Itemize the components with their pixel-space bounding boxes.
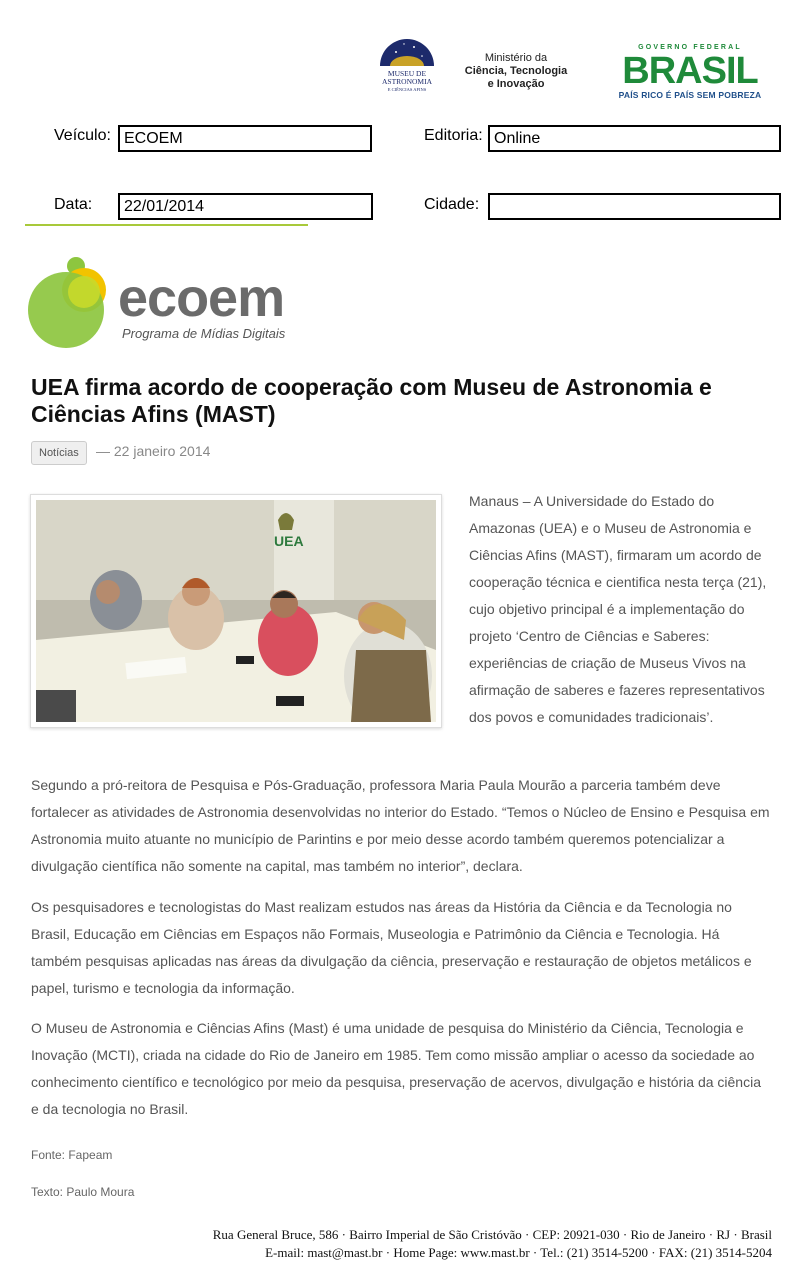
governo-federal-brasil-logo	[604, 44, 776, 100]
cidade-label: Cidade:	[424, 196, 480, 213]
ministerio-line-3: e Inovação	[487, 78, 545, 90]
section-divider	[25, 224, 308, 226]
svg-text:ASTRONOMIA: ASTRONOMIA	[381, 77, 433, 86]
article-title: UEA firma acordo de cooperação com Museu de Astronomia e Ciências Afins (MAST)	[31, 374, 712, 427]
article-author: Texto: Paulo Moura	[31, 1185, 135, 1199]
data-field: 22/01/2014	[118, 193, 373, 220]
ministerio-line-2: Ciência, Tecnologia	[464, 65, 568, 77]
ecoem-logo-icon	[26, 254, 118, 350]
article-paragraph-3: O Museu de Astronomia e Ciências Afins (Mast) é uma unidade de pesquisa do Ministério da Ciência, Tecnologia e Inovação (MCTI), criada na cidade do Rio de Janeiro em 1985. Tem como missão ampliar o acesso da sociedade ao conhecimento científico e tecnológico por meio da pesquisa, preservação de acervos, divulgação e história da ciência e da tecnologia no Brasil.	[31, 1020, 761, 1117]
brasil-logo-word: BRASIL	[622, 50, 758, 92]
ministerio-logo-text	[452, 52, 580, 91]
veiculo-field: ECOEM	[118, 125, 372, 152]
article-intro: Manaus – A Universidade do Estado do Amazonas (UEA) e o Museu de Astronomia e Ciências Afins (MAST), firmaram um acordo de cooperação técnica e cientifica nesta terça (21), cujo objetivo principal é a implementação do projeto ‘Centro de Ciências e Saberes: experiências de criação de Museus Vivos na afirmação de saberes e fazeres representativos dos povos e comunidades tradicionais’.	[469, 493, 767, 725]
data-label: Data:	[54, 196, 93, 213]
editoria-label: Editoria:	[424, 127, 483, 144]
footer-address: Rua General Bruce, 586 · Bairro Imperial de São Cristóvão · CEP: 20921-030 · Rio de Janeiro · RJ · Brasil	[212, 1227, 772, 1242]
cidade-field	[488, 193, 781, 220]
ecoem-logo-word: ecoem	[118, 268, 285, 328]
article-source: Fonte: Fapeam	[31, 1148, 113, 1162]
editoria-field: Online	[488, 125, 781, 152]
brasil-logo-top: GOVERNO FEDERAL	[638, 44, 742, 51]
article-photo	[30, 494, 442, 728]
article-paragraph-2: Os pesquisadores e tecnologistas do Mast realizam estudos nas áreas da História da Ciência e da Tecnologia no Brasil, Educação em Ciências em Espaços não Formais, Museologia e Patrimônio da Ciência e Tecnologia. Há também pesquisas aplicadas nas áreas da divulgação da ciência, preservação e restauração de objetos metálicos e papel, turismo e tecnologia da informação.	[31, 899, 752, 996]
footer-contact: E-mail: mast@mast.br · Home Page: www.mast.br · Tel.: (21) 3514-5200 · FAX: (21) 3514-5204	[265, 1245, 772, 1260]
article-paragraph-1: Segundo a pró-reitora de Pesquisa e Pós-Graduação, professora Maria Paula Mourão a parceria também deve fortalecer as atividades de Astronomia desenvolvidas no interior do Estado. “Temos o Núcleo de Ensino e Pesquisa em Astronomia muito atuante no município de Parintins e por meio desse acordo também queremos potencializar a divulgação científica não somente na capital, mas também no interior”, declara.	[31, 777, 770, 874]
brasil-logo-bottom: PAÍS RICO É PAÍS SEM POBREZA	[618, 90, 762, 100]
veiculo-label: Veículo:	[54, 127, 111, 144]
svg-text:E CIÊNCIAS AFINS: E CIÊNCIAS AFINS	[387, 87, 427, 92]
ministerio-line-1: Ministério da	[484, 52, 548, 64]
mast-logo	[376, 36, 438, 96]
ecoem-logo-subtitle: Programa de Mídias Digitais	[122, 326, 286, 341]
svg-text:MUSEU DE: MUSEU DE	[387, 69, 427, 78]
category-tag[interactable]: Notícias	[31, 441, 87, 465]
photo-sign-text: UEA	[274, 533, 304, 549]
article-date: — 22 janeiro 2014	[96, 443, 211, 459]
